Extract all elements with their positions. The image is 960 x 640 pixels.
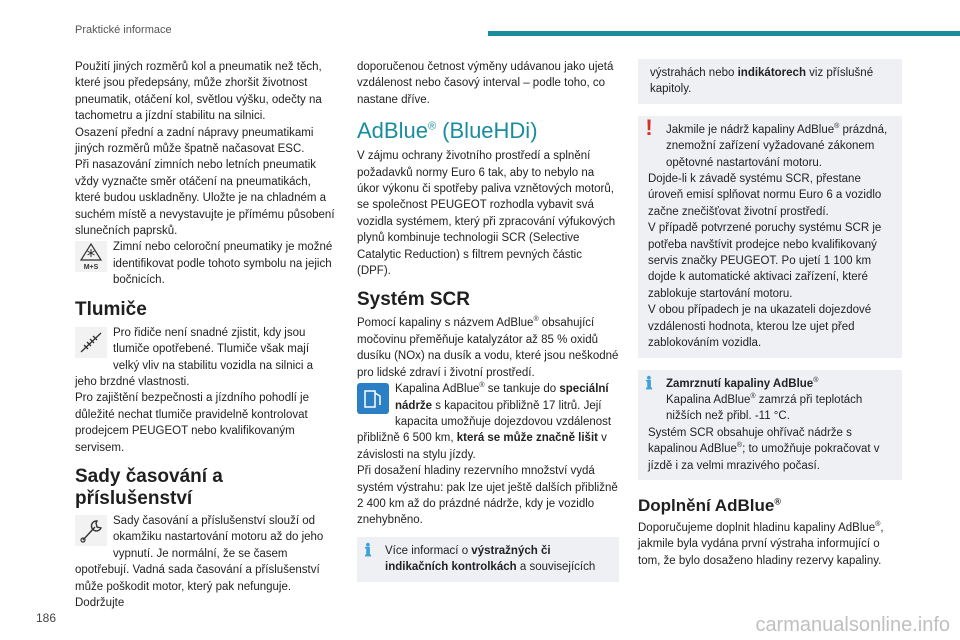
snowflake-tyre-icon: [75, 241, 107, 272]
wrench-icon: [75, 515, 107, 546]
heading-tlumice: Tlumiče: [75, 298, 147, 320]
paragraph: Při dosažení hladiny rezervního množství vydá systém výstrahu: pak lze ujet ještě dalších přibližně 2 400 km až do prázdné nádrže, kdy je vozidlo znehybněno.: [357, 465, 618, 527]
warning-icon: !: [645, 114, 653, 140]
header-accent-bar: [488, 31, 960, 36]
shock-absorber-icon: [75, 327, 107, 358]
column-1: [75, 59, 337, 611]
paragraph: Pro řidiče není snadné zjistit, kdy jsou tlumiče opotřebené. Tlumiče však mají velký vliv na stabilitu vozidla na silnici a jeho brzdné vlastnosti.: [75, 326, 314, 388]
paragraph: Zimní nebo celoroční pneumatiky je možné identifikovat podle tohoto symbolu na jejich bočnicích.: [113, 241, 333, 287]
info-box: ℹ Více informací o výstražných či indikačních kontrolkách a souvisejících: [357, 537, 619, 582]
info-icon: ℹ: [645, 373, 653, 393]
column-3: [638, 59, 902, 569]
info-box-continued: výstrahách nebo indikátorech viz příslušné kapitoly.: [638, 59, 902, 104]
heading-adblue: AdBlue® (BlueHDi): [357, 118, 538, 144]
paragraph: Doporučujeme doplnit hladinu kapaliny AdBlue®, jakmile byla vydána první výstraha informující o tom, že bylo dosaženo hladiny rezervy kapaliny.: [638, 521, 884, 567]
heading-doplneni: Doplnění AdBlue®: [638, 495, 781, 515]
column-2: [357, 59, 619, 582]
adblue-pump-icon: [357, 383, 389, 414]
paragraph: Kapalina AdBlue® se tankuje do speciální nádrže s kapacitou přibližně 17 litrů. Její kapacita umožňuje dojezdovou vzdálenost přibližně 6 500 km, která se může značně lišit v závislosti na stylu jízdy.: [357, 382, 612, 461]
paragraph: Osazení přední a zadní nápravy pneumatikami jiných rozměrů může špatně načasovat ESC.: [75, 126, 314, 156]
watermark: carmanualsonline.info: [755, 614, 950, 636]
info-icon: ℹ: [364, 540, 372, 560]
paragraph: Pro zajištění bezpečnosti a jízdního pohodlí je důležité nechat tlumiče pravidelně kontrolovat prodejcem PEUGEOT nebo kvalifikovaným servisem.: [75, 392, 309, 454]
info-box-frost: ℹ Zamrznutí kapaliny AdBlue® Kapalina AdBlue® zamrzá při teplotách nižších než přibl. -11 °C. Systém SCR obsahuje ohřívač nádrže s kapalinou AdBlue®; to umožňuje pokračovat v jízdě i za velmi mrazivého počasí.: [638, 370, 902, 480]
paragraph: Sady časování a příslušenství slouží od okamžiku nastartování motoru až do jeho vypnutí. Je normální, že se časem opotřebují. Vadná sada časování a příslušenství může poškodit motor, který pak nefunguje. Dodržujte: [75, 514, 324, 609]
paragraph: doporučenou četnost výměny udávanou jako ujetá vzdálenost nebo časový interval – podle toho, co nastane dříve.: [357, 61, 614, 106]
running-header: Praktické informace: [75, 24, 172, 36]
paragraph: Pomocí kapaliny s názvem AdBlue® obsahující močovinu přeměňuje katalyzátor až 85 % oxidů dusíku (NOx) na dusík a vodu, které jsou neškodné pro lidské zdraví i životní prostředí.: [357, 316, 619, 379]
paragraph: Použití jiných rozměrů kol a pneumatik než těch, které jsou předepsány, může zhoršit životnost pneumatik, otáčení kol, světlou výšku, odečty na tachometru a jízdní stabilitu na silnici.: [75, 61, 322, 123]
paragraph: Při nasazování zimních nebo letních pneumatik vždy vyznačte směr otáčení na pneumatikách, které budou uskladněny. Uložte je na chladném a suchém místě a nevystavujte je přímému působení slunečních paprsků.: [75, 159, 335, 238]
page-number: 186: [36, 611, 57, 625]
heading-scr: Systém SCR: [357, 289, 470, 311]
paragraph: V zájmu ochrany životního prostředí a splnění požadavků normy Euro 6 tak, aby to nebylo na úkor výkonu či spotřeby paliva vznětových motorů, se společnost PEUGEOT rozhodla vybavit svá vozidla systémem, který při zpracování výfukových plynů kombinuje technologii SCR (Selective Catalytic Reduction) s filtrem pevných částic (DPF).: [357, 150, 616, 278]
heading-sady: Sady časování a příslušenství: [75, 465, 223, 509]
ms-label: M+S: [83, 264, 99, 272]
warning-box: ! Jakmile je nádrž kapaliny AdBlue® prázdná, znemožní zařízení vyžadované zákonem opětovné nastartování motoru. Dojde-li k závadě systému SCR, přestane úroveň emisí splňovat normu Euro 6 a vozidlo začne znečišťovat životní prostředí. V případě potvrzené poruchy systému SCR je potřeba navštívit prodejce nebo kvalifikovaný servis značky PEUGEOT. Po ujetí 1 100 km dojde k automatické aktivaci zařízení, které zablokuje startování motoru. V obou případech je na ukazateli dojezdové vzdálenosti hodnota, kterou lze ujet před zablokováním vozidla.: [638, 116, 902, 358]
